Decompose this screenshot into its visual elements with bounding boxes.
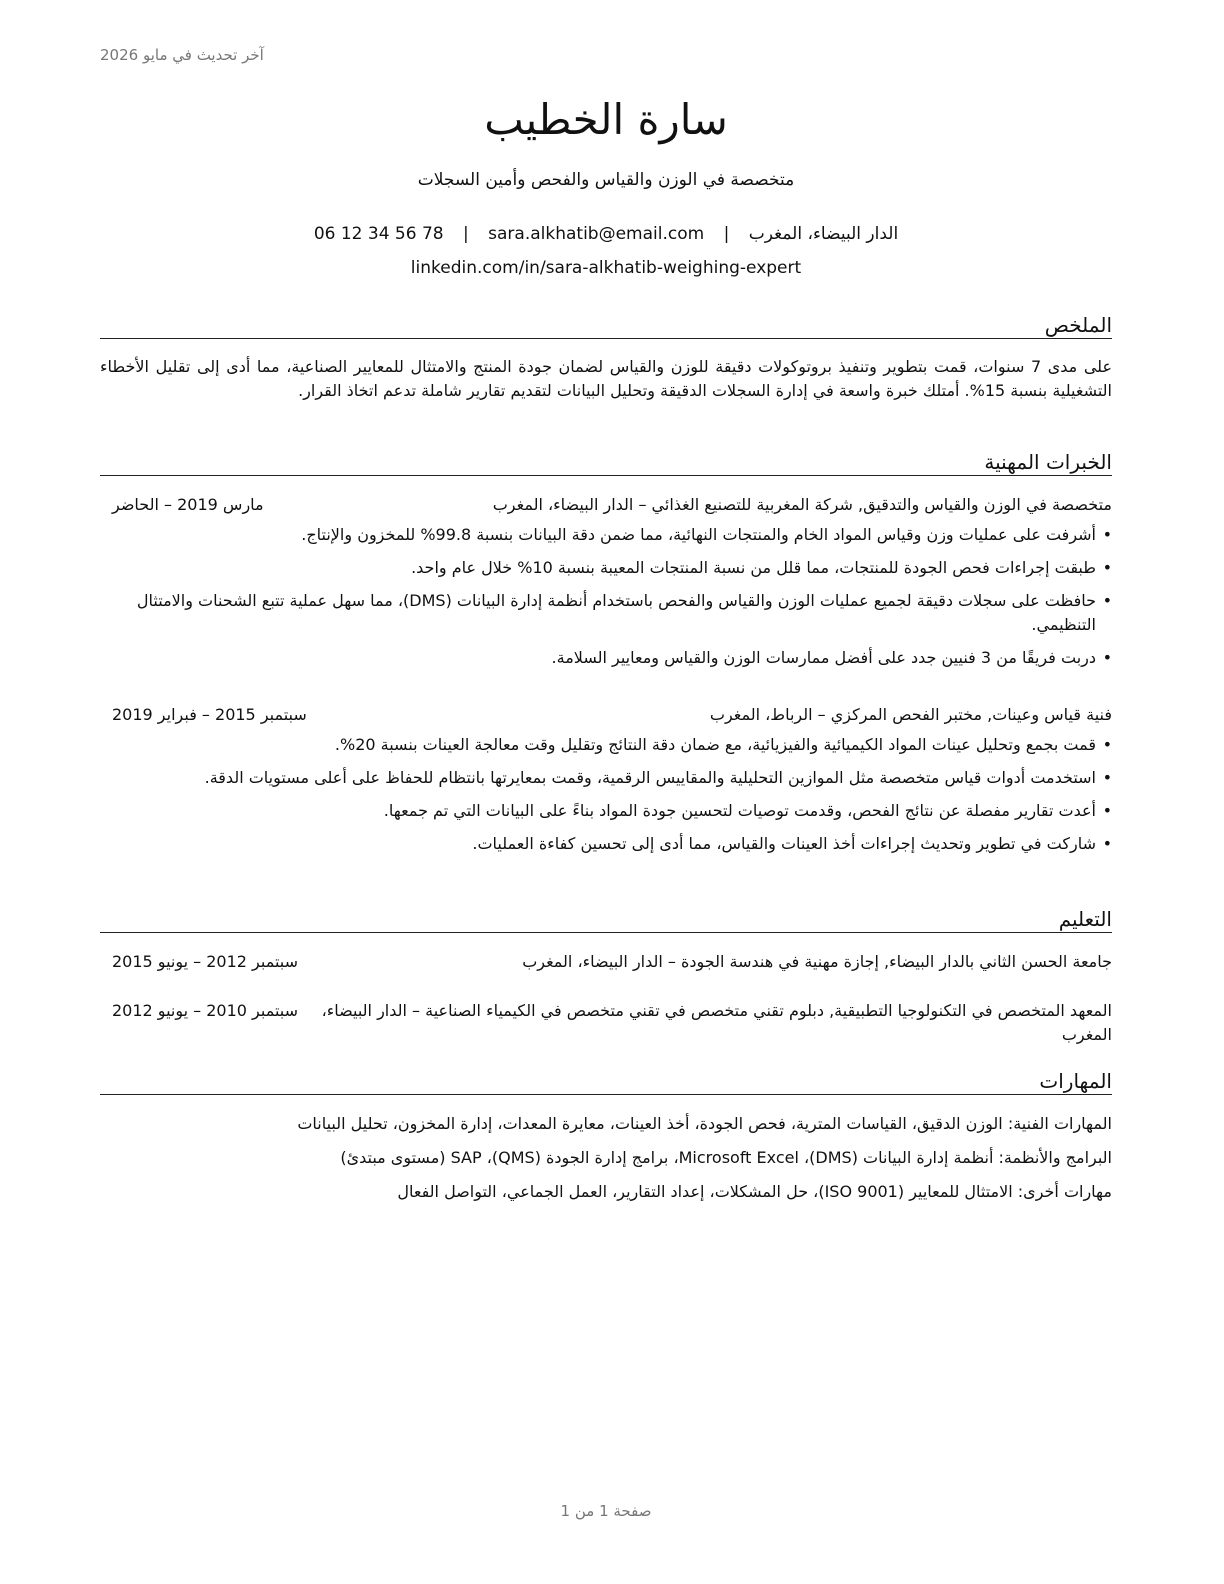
section-title-summary: الملخص — [100, 312, 1112, 339]
last-updated: آخر تحديث في مايو 2026 — [100, 46, 264, 64]
email-link[interactable]: sara.alkhatib@email.com — [488, 224, 705, 244]
list-item: • أشرفت على عمليات وزن وقياس المواد الخام والمنتجات النهائية، مما ضمن دقة البيانات بنسبة 99.8% للمخزون والإنتاج. — [100, 523, 1112, 547]
contact-line — [100, 224, 1112, 244]
job-bullets — [100, 733, 1112, 865]
education-heading: جامعة الحسن الثاني بالدار البيضاء, إجازة مهنية في هندسة الجودة – الدار البيضاء، المغرب — [522, 952, 1112, 971]
job-heading — [100, 704, 1112, 726]
job-heading — [100, 494, 1112, 516]
separator: | — [723, 224, 730, 244]
education-dates: سبتمبر 2012 – يونيو 2015 — [112, 952, 299, 971]
job-title: متخصصة في الوزن والقياس والتدقيق, شركة المغربية للتصنيع الغذائي – الدار البيضاء، المغرب — [492, 495, 1112, 514]
candidate-name: سارة الخطيب — [484, 95, 728, 144]
section-title-education: التعليم — [100, 906, 1112, 933]
education-dates: سبتمبر 2010 – يونيو 2012 — [112, 1001, 299, 1020]
page-number: صفحة 1 من 1 — [560, 1502, 652, 1520]
job-dates: سبتمبر 2015 – فبراير 2019 — [112, 705, 307, 724]
job-bullets — [100, 523, 1112, 679]
list-item: • دربت فريقًا من 3 فنيين جدد على أفضل ممارسات الوزن والقياس ومعايير السلامة. — [100, 646, 1112, 670]
location: الدار البيضاء، المغرب — [748, 224, 899, 244]
job-dates: مارس 2019 – الحاضر — [112, 495, 264, 514]
list-item: • أعدت تقارير مفصلة عن نتائج الفحص، وقدمت توصيات لتحسين جودة المواد بناءً على البيانات التي تم جمعها. — [100, 799, 1112, 823]
list-item: • شاركت في تطوير وتحديث إجراءات أخذ العينات والقياس، مما أدى إلى تحسين كفاءة العمليات. — [100, 832, 1112, 856]
summary-text: على مدى 7 سنوات، قمت بتطوير وتنفيذ بروتوكولات دقيقة للوزن والقياس لضمان جودة المنتج والامتثال للمعايير الصناعية، مما أدى إلى تقليل الأخطاء التشغيلية بنسبة 15%. أمتلك خبرة واسعة في إدارة السجلات الدقيقة وتحليل البيانات لتقديم تقارير شاملة تدعم اتخاذ القرار. — [100, 357, 1113, 400]
linkedin-link[interactable]: linkedin.com/in/sara-alkhatib-weighing-expert — [410, 258, 802, 278]
section-title-experience: الخبرات المهنية — [100, 449, 1112, 476]
skills-line: البرامج والأنظمة: أنظمة إدارة البيانات (DMS)، Microsoft Excel، برامج إدارة الجودة (QMS)، SAP (مستوى مبتدئ) — [340, 1148, 1112, 1167]
list-item: • استخدمت أدوات قياس متخصصة مثل الموازين التحليلية والمقاييس الرقمية، وقمت بمعايرتها بانتظام للحفاظ على أعلى مستويات الدقة. — [100, 766, 1112, 790]
resume-page — [100, 0, 1112, 1584]
separator: | — [463, 224, 469, 244]
skills-line: مهارات أخرى: الامتثال للمعايير (ISO 9001)، حل المشكلات، إعداد التقارير، العمل الجماعي، التواصل الفعال — [397, 1182, 1112, 1201]
list-item: • قمت بجمع وتحليل عينات المواد الكيميائية والفيزيائية، مع ضمان دقة النتائج وتقليل وقت معالجة العينات بنسبة 20%. — [100, 733, 1112, 757]
skills-line: المهارات الفنية: الوزن الدقيق، القياسات المترية، فحص الجودة، أخذ العينات، معايرة المعدات، إدارة المخزون، تحليل البيانات — [297, 1114, 1112, 1133]
education-heading: المعهد المتخصص في التكنولوجيا التطبيقية, دبلوم تقني متخصص في تقني متخصص في الكيمياء الصناعية – الدار البيضاء، المغرب — [321, 1001, 1112, 1044]
list-item: • حافظت على سجلات دقيقة لجميع عمليات الوزن والقياس والفحص باستخدام أنظمة إدارة البيانات (DMS)، مما سهل عملية تتبع الشحنات والامتثال التنظيمي. — [100, 589, 1112, 637]
section-title-skills: المهارات — [100, 1068, 1112, 1095]
candidate-title: متخصصة في الوزن والقياس والفحص وأمين السجلات — [417, 170, 795, 190]
education-item — [100, 999, 1112, 1047]
phone-number: 06 12 34 56 78 — [313, 224, 444, 244]
list-item: • طبقت إجراءات فحص الجودة للمنتجات، مما قلل من نسبة المنتجات المعيبة بنسبة 10% خلال عام واحد. — [100, 556, 1112, 580]
education-item — [100, 951, 1112, 973]
job-title: فنية قياس وعينات, مختبر الفحص المركزي – الرباط، المغرب — [709, 705, 1112, 724]
